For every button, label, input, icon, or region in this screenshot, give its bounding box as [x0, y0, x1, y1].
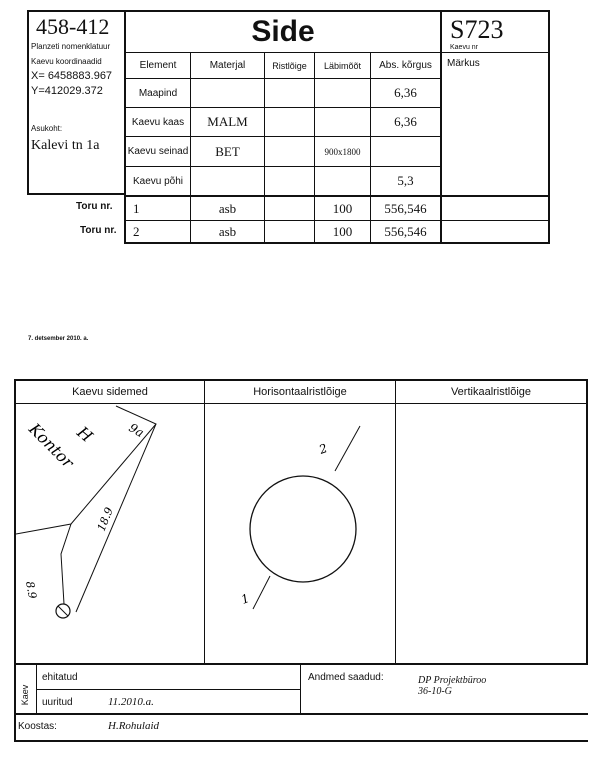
well-cross-section-circle: [250, 476, 356, 582]
sketch-label-h: H: [73, 422, 97, 447]
pipe-number-2: 2: [133, 223, 140, 239]
data-from-label: Andmed saadud:: [308, 672, 384, 683]
row-material-walls: BET: [215, 143, 240, 159]
row-element-walls: Kaevu seinad: [127, 146, 189, 157]
author-value: H.Rohulaid: [108, 720, 160, 732]
col-header-element: Element: [139, 60, 177, 71]
col-header-diameter: Läbimõõt: [323, 60, 362, 71]
section-label-pipe-2: 2: [317, 441, 330, 457]
pipe-material-1: asb: [218, 200, 237, 216]
horizontal-section: [205, 404, 395, 663]
sketch-label-corner: 9a: [126, 420, 147, 440]
row-material-lid: MALM: [207, 114, 248, 129]
row-element-bottom: Kaevu põhi: [132, 175, 184, 187]
well-number-label: Kaevu nr: [450, 44, 479, 51]
row-element-lid: Kaevu kaas: [131, 116, 185, 128]
pipe-diameter-2: 100: [332, 223, 353, 239]
sketch-label-kontor: Kontor: [25, 419, 78, 472]
author-label: Koostas:: [18, 721, 57, 732]
page-title: Side: [251, 15, 315, 48]
row-abs-lid: 6,36: [394, 114, 417, 129]
pipe-line-1: [253, 576, 270, 609]
location-label: Asukoht:: [31, 124, 63, 133]
location-value: Kalevi tn 1a: [31, 138, 100, 153]
data-from-value-1: DP Projektbüroo: [418, 675, 487, 686]
data-from-value-2: 36-10-G: [418, 686, 452, 697]
sheet-number-label: Planzeti nomenklatuur: [31, 42, 111, 51]
surveyed-label: uuritud: [42, 697, 73, 708]
pipe-label-2: Toru nr.: [80, 225, 117, 236]
x-coordinate: X= 6458883.967: [31, 70, 113, 82]
pipe-abs-1: 556,546: [384, 200, 427, 216]
sketch-label-distance-2: 8.9: [23, 580, 39, 600]
col-header-cross-section: Ristlõige: [272, 60, 307, 71]
row-element-ground: Maapind: [138, 87, 178, 99]
pipe-number-1: 1: [133, 200, 140, 216]
sketch-line-down: [61, 524, 71, 604]
sketch-label-distance-1: 18.9: [94, 505, 116, 534]
panel-title-links: Kaevu sidemed: [72, 386, 148, 398]
well-number: S723: [450, 15, 504, 44]
col-header-material: Materjal: [209, 60, 246, 71]
row-abs-ground: 6,36: [394, 85, 417, 100]
pipe-abs-2: 556,546: [384, 223, 427, 239]
footer-side-label: Kaev: [20, 684, 30, 706]
col-header-abs-height: Abs. kõrgus: [379, 60, 432, 71]
coordinates-label: Kaevu koordinaadid: [31, 57, 102, 66]
pipe-diameter-1: 100: [332, 200, 353, 216]
surveyed-value: 11.2010.a.: [108, 696, 154, 708]
pipe-line-2: [335, 426, 360, 471]
row-abs-bottom: 5,3: [397, 173, 414, 188]
y-coordinate: Y=412029.372: [31, 85, 103, 97]
pipe-label-1: Toru nr.: [76, 201, 113, 212]
built-label: ehitatud: [42, 672, 78, 683]
pipe-material-2: asb: [218, 223, 237, 239]
panel-title-horizontal: Horisontaalristlõige: [253, 386, 347, 398]
col-header-notes: Märkus: [447, 58, 480, 69]
row-diameter-walls: 900x1800: [324, 146, 361, 157]
sheet-number: 458-412: [36, 14, 110, 39]
section-label-pipe-1: 1: [239, 591, 252, 607]
well-links-sketch: [16, 404, 204, 663]
date-note: 7. detsember 2010. a.: [28, 336, 89, 342]
panel-title-vertical: Vertikaalristlõige: [450, 386, 532, 398]
